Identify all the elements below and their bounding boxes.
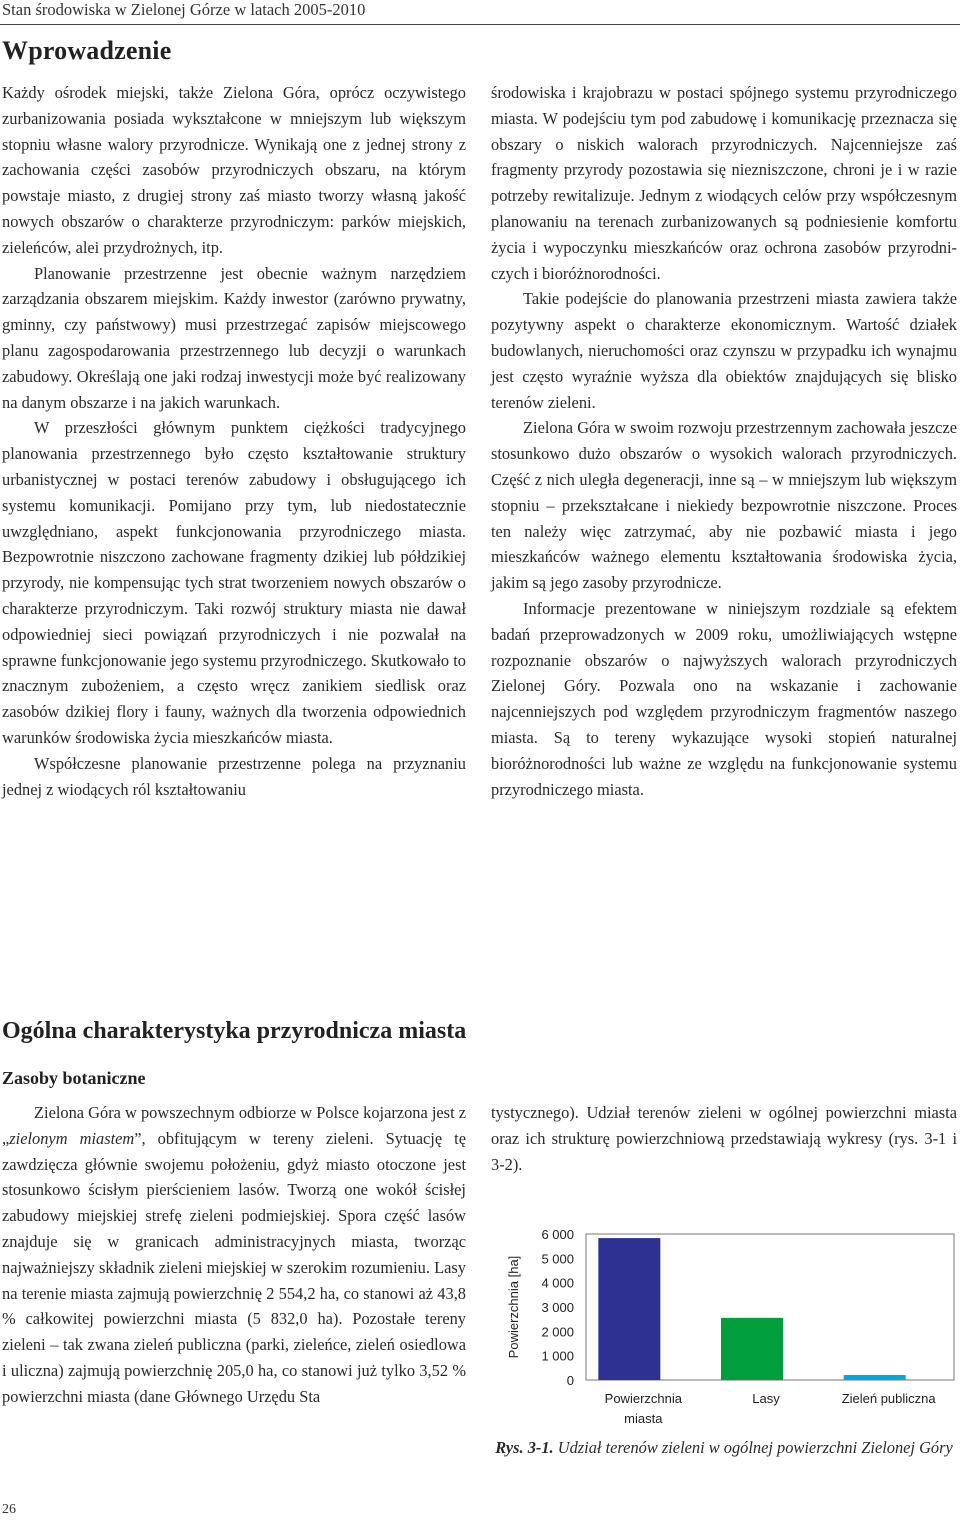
paragraph: środowiska i krajobrazu w postaci spójnego systemu przyrodniczego miasta. W podejściu tym pod zabudowę i komunikację przeznacza się obszary o niskich walorach przyrodniczych. Najcenniejsze zaś fragmenty przyrody pozostawia się niezniszczone, chroni je i w razie potrzeby rewitalizuje. Jednym z wiodących celów przy współczesnym planowaniu na terenach zurbanizowanych są podniesienie komfortu życia i wypoczynku mieszkańców oraz ochrona zasobów przyrodniczych i bioróżnorodności.: [491, 83, 957, 283]
intro-column-right: [491, 80, 957, 802]
page-number: 26: [2, 1502, 16, 1517]
botanical-column-right: [491, 1100, 957, 1177]
paragraph: [2, 1100, 466, 1410]
figure-caption: [491, 1436, 957, 1460]
botanical-column-left: [2, 1100, 466, 1410]
paragraph: Współczesne planowanie przestrzenne polega na przyznaniu jednej z wiodących ról kształtowaniu: [2, 753, 466, 799]
bar-chart: [498, 1218, 960, 1443]
running-title: Stan środowiska w Zielonej Górze w latach 2005-2010: [2, 0, 366, 19]
y-tick-label: 4 000: [541, 1275, 574, 1291]
paragraph: Każdy ośrodek miejski, także Zielona Góra, oprócz oczywistego zurbanizowania posiada wykształcone w mniejszym lub większym stopniu własne walory przyrodnicze. Wynikają one z jednej strony z zachowania części zasobów przyrodniczych obszaru, na którym powstaje miasto, z drugiej strony zaś miasto tworzy własną jakość nowych obszarów o charakterze przyrodniczym: parków miejskich, zieleńców, alei przydrożnych, itp.: [2, 83, 466, 257]
paragraph: Planowanie przestrzenne jest obecnie ważnym narzędziem zarządzania obszarem miejskim. Każdy inwestor (zarówno prywatny, gminny, czy państwowy) musi przestrzegać zapisów miejscowego planu zagospodarowania przestrzennego lub decyzji o warunkach zabudowy. Określają one jaki rodzaj inwestycji może być realizowany na danym obszarze i na jakich warunkach.: [2, 263, 466, 412]
x-tick-label: Powierzchnia miasta: [604, 1391, 682, 1426]
x-tick-label: Lasy: [752, 1391, 780, 1406]
y-tick-label: 1 000: [541, 1348, 574, 1364]
caption-label: Rys. 3-1.: [495, 1438, 554, 1457]
bar: [721, 1318, 783, 1380]
y-tick-label: 5 000: [541, 1251, 574, 1267]
italic-phrase: zielonym miastem: [9, 1128, 135, 1148]
paragraph: Zielona Góra w swoim rozwoju przestrzennym zachowała jeszcze stosunkowo dużo obszarów o wysokich walorach przyrodniczych. Część z nich uległa degeneracji, inne są – w mniejszym lub większym stopniu – przekształcane i niekiedy bezpowrotnie niszczone. Proces ten należy więc zatrzymać, aby nie pozbawić miasta i jego mieszkańców ważnego elementu kształtowania środowiska życia, jakim są jego zasoby przyrodnicze.: [491, 418, 957, 593]
figure-3-1: [498, 1218, 960, 1443]
running-header: [0, 0, 960, 20]
y-tick-label: 0: [566, 1373, 574, 1388]
header-divider: [0, 24, 960, 25]
paragraph: tystycznego). Udział terenów zieleni w ogólnej powierzchni miasta oraz ich strukturę powierzchniową przedstawiają wykresy (rys. 3-1 i 3-2).: [491, 1103, 957, 1174]
y-tick-label: 2 000: [541, 1324, 574, 1340]
x-tick-label: Zieleń publiczna: [841, 1391, 936, 1406]
section-title-nature: Ogólna charakterystyka przyrodnicza miasta: [2, 1018, 467, 1044]
subsection-title-botanical: Zasoby botaniczne: [2, 1068, 146, 1088]
text-run: Zielona Góra w powszechnym odbiorze w Polsce kojarzona jest z „: [2, 1103, 466, 1148]
text-run: ”, obfitującym w tereny zieleni. Sytuację tę zawdzięcza głównie swojemu położeniu, gdyż miasto otoczone jest stosunkowo ścisłym pierścieniem lasów. Tworzą one wokół ścisłej zabudowy miejskiej strefę zieleni podmiejskiej. Spora część lasów znajduje się w granicach administracyjnych miasta, tworząc najważniejszy składnik zieleni miejskiej w szerokim rozumieniu. Lasy na terenie miasta zajmują powierzchnię 2 554,2 ha, co stanowi aż 43,8 % całkowitej powierzchni miasta (5 832,0 ha). Pozostałe tereny zieleni – tak zwana zieleń publiczna (parki, zieleńce, zieleń osiedlowa i uliczna) zajmują powierzchnię 205,0 ha, co stanowi już tylko 3,52 % powierzchni miasta (dane Głównego Urzędu Sta: [2, 1128, 466, 1406]
caption-text: Udział terenów zieleni w ogólnej powierzchni Zielonej Góry: [557, 1438, 953, 1457]
paragraph: Informacje prezentowane w niniejszym rozdziale są efektem badań przeprowadzonych w 2009 roku, umożliwiających wstępne rozpoznanie obszarów o najwyższych walorach przyrodniczych Zielonej Góry. Pozwala ono na wskazanie i zachowanie najcenniejszych pod względem przyrodniczym fragmentów naszego miasta. Są to tereny wykazujące wysoki stopień naturalnej bioróżnorodności lub ważne ze względu na funkcjonowanie systemu przyrodniczego miasta.: [491, 598, 957, 799]
y-axis-label: Powierzchnia [ha]: [506, 1255, 521, 1359]
paragraph: Takie podejście do planowania przestrzeni miasta zawiera także pozytywny aspekt o charakterze ekonomicznym. Wartość działek budowlanych, nieruchomości oraz czynszu w przypadku ich wynajmu jest często wyraźnie wyższa dla obiektów znajdujących się blisko terenów zieleni.: [491, 289, 957, 412]
paragraph: W przeszłości głównym punktem ciężkości tradycyjnego planowania przestrzennego było często kształtowanie struktury urbanistycznej w postaci terenów zabudowy i obsługującego ich systemu komunikacji. Pomijano przy tym, lub niedostatecznie uwzględniano, aspekt funkcjonowania przyrodniczego miasta. Bezpowrotnie niszczono zachowane fragmenty dzikiej lub półdzikiej przyrody, nie kompensując tych strat tworzeniem nowych obszarów o charakterze przyrodniczym. Taki rozwój struktury miasta nie dawał odpowiedniej sieci powiązań przyrodniczych i nie pozwalał na sprawne funkcjonowanie jego systemu przyrodniczego. Skutkowało to znacznym zubożeniem, a często wręcz zanikiem siedlisk oraz zasobów dzikiej flory i fauny, ważnych dla tworzenia odpowiednich warunków środowiska życia mieszkańców miasta.: [2, 418, 466, 747]
intro-column-left: [2, 80, 466, 802]
bar: [844, 1375, 906, 1380]
bar: [598, 1238, 660, 1380]
section-title-introduction: Wprowadzenie: [2, 36, 172, 65]
y-tick-label: 3 000: [541, 1300, 574, 1315]
y-tick-label: 6 000: [541, 1227, 574, 1242]
